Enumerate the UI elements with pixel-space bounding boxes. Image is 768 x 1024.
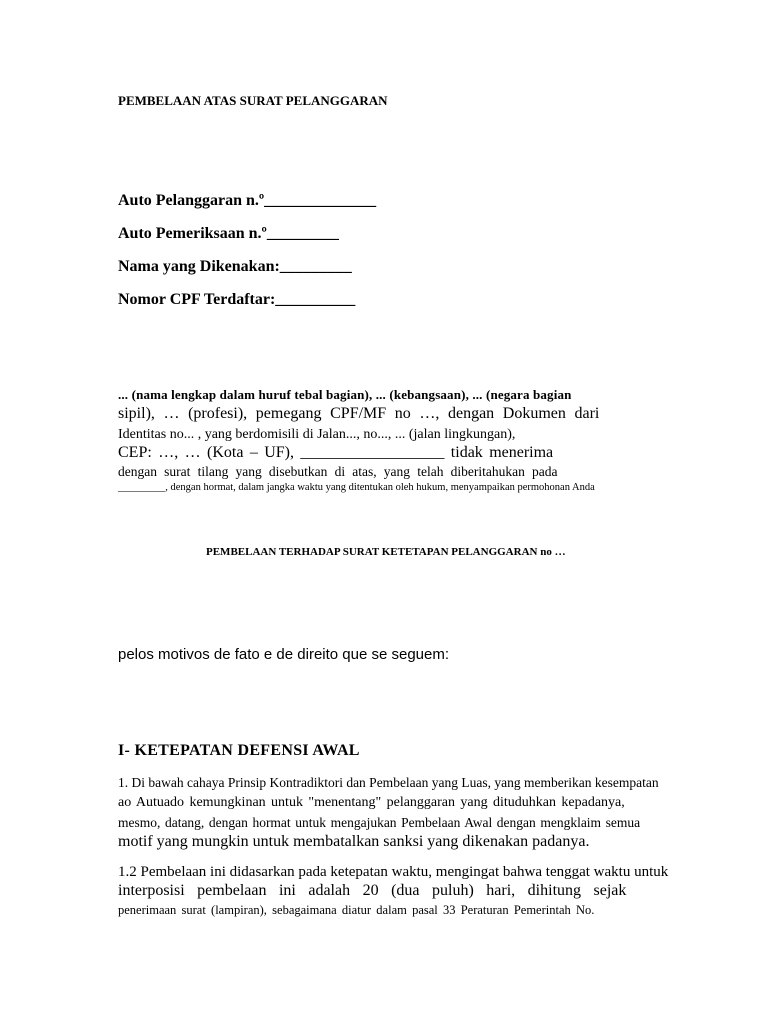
document-title: PEMBELAAN ATAS SURAT PELANGGARAN [118, 93, 388, 108]
intro-line-1: ... (nama lengkap dalam huruf tebal bagian), ... (kebangsaan), ... (negara bagian [118, 387, 572, 402]
para2-line-2: interposisi pembelaan ini adalah 20 (dua puluh) hari, dihitung sejak [118, 882, 627, 899]
motives-line: pelos motivos de fato e de direito que se seguem: [118, 646, 450, 663]
field-auto-pelanggaran: Auto Pelanggaran n.º______________ [118, 192, 377, 209]
section-heading: I- KETEPATAN DEFENSI AWAL [118, 742, 360, 759]
intro-line-3: Identitas no... , yang berdomisili di Jalan..., no..., ... (jalan lingkungan), [118, 427, 516, 442]
para2-line-1: 1.2 Pembelaan ini didasarkan pada ketepatan waktu, mengingat bahwa tenggat waktu untuk [118, 864, 669, 880]
para1-line-4: motif yang mungkin untuk membatalkan sanksi yang dikenakan padanya. [118, 833, 590, 850]
field-nama-dikenakan: Nama yang Dikenakan:_________ [118, 258, 352, 275]
para2-line-3: penerimaan surat (lampiran), sebagaimana diatur dalam pasal 33 Peraturan Pemerintah No. [118, 903, 595, 917]
intro-line-6: _________, dengan hormat, dalam jangka waktu yang ditentukan oleh hukum, menyampaikan permohonan Anda [118, 482, 595, 493]
field-nomor-cpf: Nomor CPF Terdaftar:__________ [118, 291, 356, 308]
para1-line-2: ao Autuado kemungkinan untuk "menentang" pelanggaran yang dituduhkan kepadanya, [118, 795, 625, 810]
field-auto-pemeriksaan: Auto Pemeriksaan n.º_________ [118, 225, 339, 242]
intro-line-5: dengan surat tilang yang disebutkan di atas, yang telah diberitahukan pada [118, 464, 558, 479]
para1-line-1: 1. Di bawah cahaya Prinsip Kontradiktori dan Pembelaan yang Luas, yang memberikan kesempatan [118, 775, 659, 790]
para1-line-3: mesmo, datang, dengan hormat untuk mengajukan Pembelaan Awal dengan mengklaim semua [118, 815, 641, 830]
defense-subtitle: PEMBELAAN TERHADAP SURAT KETETAPAN PELANGGARAN no … [206, 546, 566, 558]
intro-line-2: sipil), … (profesi), pemegang CPF/MF no …, dengan Dokumen dari [118, 405, 600, 422]
intro-line-4: CEP: …, … (Kota – UF), __________________ tidak menerima [118, 444, 554, 461]
